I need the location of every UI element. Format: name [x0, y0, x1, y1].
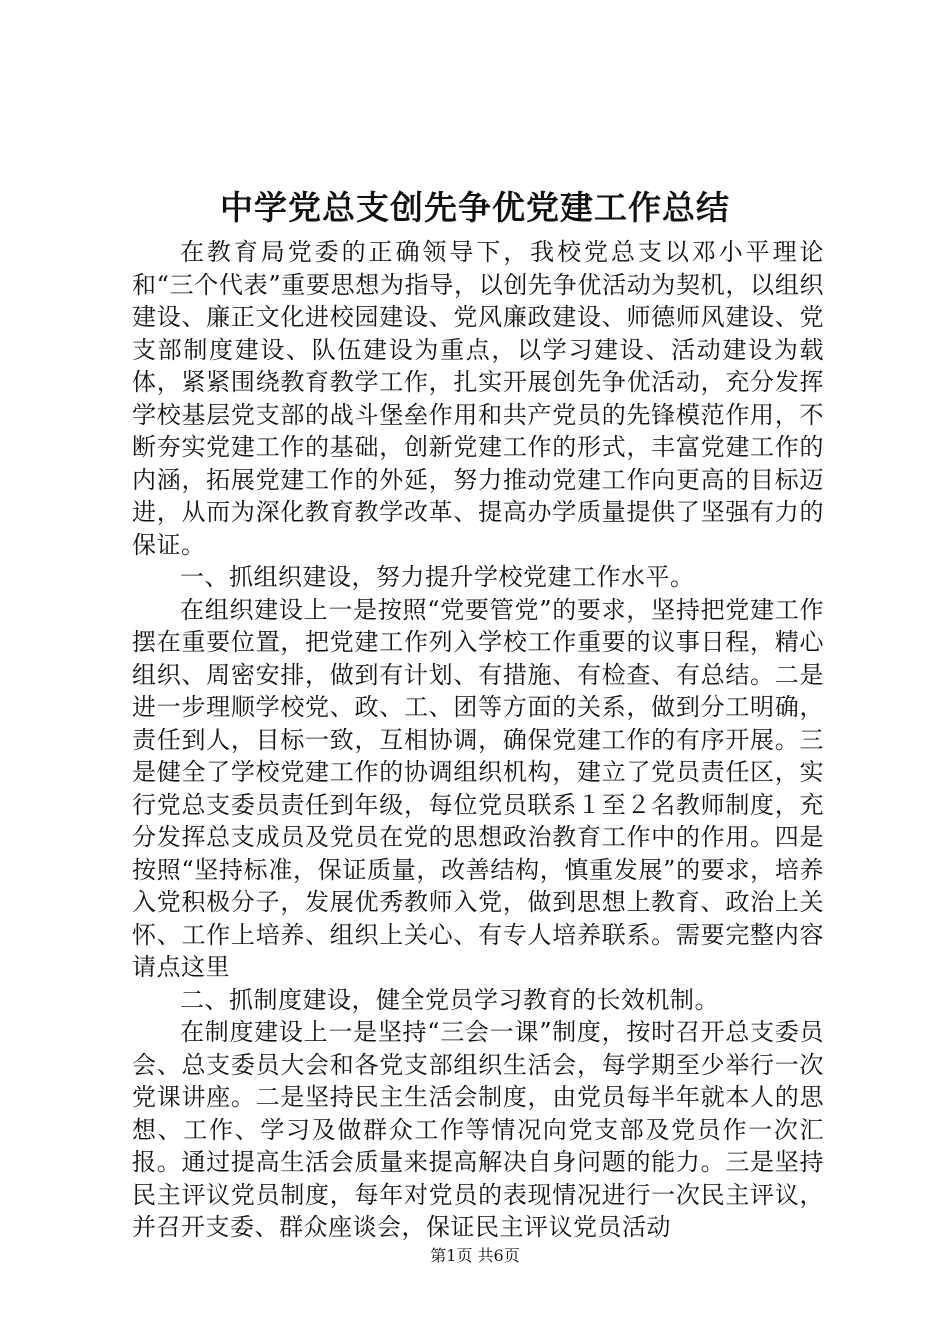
paragraph-intro: 在教育局党委的正确领导下，我校党总支以邓小平理论和“三个代表”重要思想为指导，以创先争优活动为契机，以组织建设、廉正文化进校园建设、党风廉政建设、师德师风建设、党支部制度建设、队伍建设为重点，以学习建设、活动建设为载体，紧紧围绕教育教学工作，扎实开展创先争优活动，充分发挥学校基层党支部的战斗堡垒作用和共产党员的先锋模范作用，不断夯实党建工作的基础，创新党建工作的形式，丰富党建工作的内涵，拓展党建工作的外延，努力推动党建工作向更高的目标迈进，从而为深化教育教学改革、提高办学质量提供了坚强有力的保证。: [132, 238, 824, 559]
document-body: [132, 236, 824, 1244]
section-heading-system: 二、抓制度建设，健全党员学习教育的长效机制。: [180, 985, 719, 1014]
page-footer: 第1页 共6页: [430, 1246, 520, 1265]
paragraph-system: 在制度建设上一是坚持“三会一课”制度，按时召开总支委员会、总支委员大会和各党支部组织生活会，每学期至少举行一次党课讲座。二是坚持民主生活会制度，由党员每半年就本人的思想、工作、学习及做群众工作等情况向党支部及党员作一次汇报。通过提高生活会质量来提高解决自身问题的能力。三是坚持民主评议党员制度，每年对党员的表现情况进行一次民主评议，并召开支委、群众座谈会，保证民主评议党员活动: [132, 1018, 824, 1241]
section-heading-organization: 一、抓组织建设，努力提升学校党建工作水平。: [180, 563, 695, 591]
paragraph-organization: 在组织建设上一是按照“党要管党”的要求，坚持把党建工作摆在重要位置，把党建工作列入学校工作重要的议事日程，精心组织、周密安排，做到有计划、有措施、有检查、有总结。二是进一步理顺学校党、政、工、团等方面的关系，做到分工明确，责任到人，目标一致，互相协调，确保党建工作的有序开展。三是健全了学校党建工作的协调组织机构，建立了党员责任区，实行党总支委员责任到年级，每位党员联系１至２名教师制度，充分发挥总支成员及党员在党的思想政治教育工作中的作用。四是按照“坚持标准，保证质量，改善结构，慎重发展”的要求，培养入党积极分子，发展优秀教师入党，做到思想上教育、政治上关怀、工作上培养、组织上关心、有专人培养联系。需要完整内容请点这里: [132, 595, 824, 981]
document-title: 中学党总支创先争优党建工作总结: [220, 188, 730, 227]
